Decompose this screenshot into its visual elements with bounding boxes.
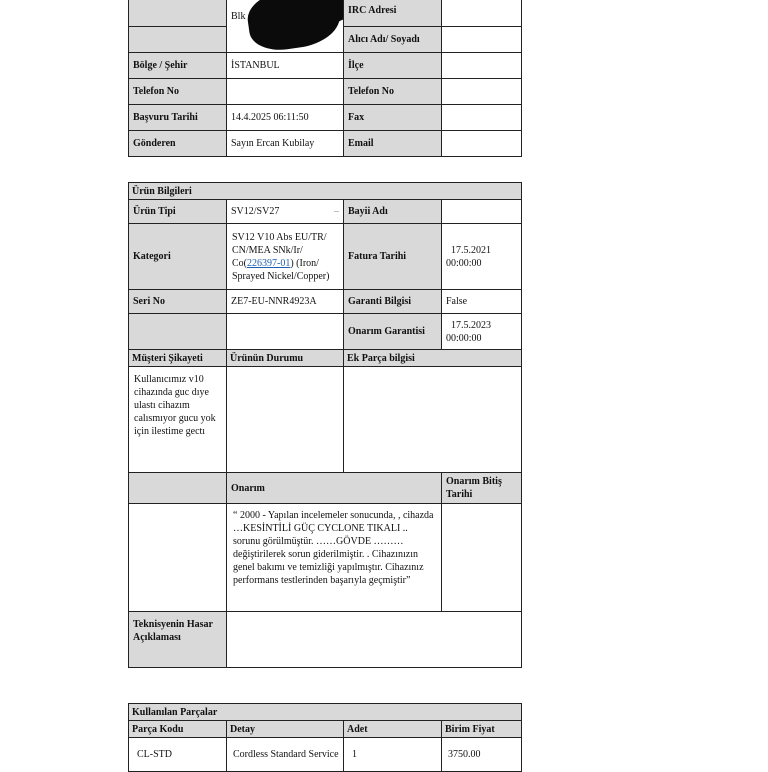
- bayii-label: Bayii Adı: [344, 200, 442, 224]
- telefon2-value: [442, 79, 522, 105]
- bolge-value: İSTANBUL: [227, 53, 344, 79]
- seri-value: ZE7-EU-NNR4923A: [227, 290, 344, 314]
- basvuru-label: Başvuru Tarihi: [129, 105, 227, 131]
- contact-blank-label-2: [129, 27, 227, 53]
- gonderen-value: Sayın Ercan Kubilay: [227, 131, 344, 157]
- detay-header: Detay: [227, 721, 344, 738]
- fax-value: [442, 105, 522, 131]
- email-label: Email: [344, 131, 442, 157]
- musteri-sikayet-text: Kullanıcımız v10 cihazında guc dıye ulastı cihazım calısmıyor gucu yok için ilestime gectı: [129, 367, 227, 473]
- fatura-date: 17.5.2021: [451, 244, 491, 256]
- kategori-value: [227, 224, 344, 290]
- ilce-label: İlçe: [344, 53, 442, 79]
- kategori-label: Kategori: [129, 224, 227, 290]
- onarim-label: Onarım: [227, 473, 442, 504]
- gonderen-label: Gönderen: [129, 131, 227, 157]
- onarim-garanti-value: [442, 314, 522, 350]
- ilce-value: [442, 53, 522, 79]
- garanti-value: False: [442, 290, 522, 314]
- detay-cell: Cordless Standard Service: [227, 738, 344, 772]
- basvuru-value: 14.4.2025 06:11:50: [227, 105, 344, 131]
- ek-parca-value: [344, 367, 522, 473]
- alici-label: Alıcı Adı/ Soyadı: [344, 27, 442, 53]
- telefon-value: [227, 79, 344, 105]
- onarim-blank-label: [129, 473, 227, 504]
- urun-durumu-label: Ürünün Durumu: [227, 350, 344, 367]
- product-info-title: Ürün Bilgileri: [129, 183, 522, 200]
- parts-title: Kullanılan Parçalar: [129, 704, 522, 721]
- alici-value: [442, 27, 522, 53]
- irc-value: [442, 0, 522, 27]
- garanti-label: Garanti Bilgisi: [344, 290, 442, 314]
- birim-fiyat-header: Birim Fiyat: [442, 721, 522, 738]
- bayii-value: [442, 200, 522, 224]
- sender-partial: Blk: [231, 11, 246, 22]
- onarim-bitis-value: [442, 504, 522, 612]
- telefon2-label: Telefon No: [344, 79, 442, 105]
- telefon-label: Telefon No: [129, 79, 227, 105]
- fax-label: Fax: [344, 105, 442, 131]
- parts-table: [128, 703, 522, 772]
- empty-value-cell: [227, 314, 344, 350]
- onarim-text: “ 2000 - Yapılan incelemeler sonucunda, , cihazda …KESİNTİLİ GÜÇ CYCLONE TIKALI .. sorunu görülmüştür. ……GÖVDE ……… değiştirilerek sorun giderilmiştir. . Cihazınızın genel bakımı ve temizliği yapılmıştır. Cihazınız performans testlerinden başarıyla geçmiştir”: [227, 504, 442, 612]
- bolge-label: Bölge / Şehir: [129, 53, 227, 79]
- kategori-line2: CN/MEA SNk/Ir/: [232, 244, 303, 256]
- ek-parca-label: Ek Parça bilgisi: [344, 350, 522, 367]
- onarim-garanti-date: 17.5.2023: [451, 319, 491, 331]
- kategori-line1: SV12 V10 Abs EU/TR/: [232, 231, 327, 243]
- sender-address-cell: [227, 0, 344, 53]
- onarim-garanti-label: Onarım Garantisi: [344, 314, 442, 350]
- hasar-label: Teknisyenin Hasar Açıklaması: [129, 612, 227, 668]
- empty-label-cell: [129, 314, 227, 350]
- kategori-line4: Sprayed Nickel/Copper): [232, 270, 330, 282]
- kategori-line3: [232, 257, 339, 270]
- contact-table: [128, 0, 522, 157]
- kategori-pre: Co(: [232, 257, 247, 269]
- fatura-value: [442, 224, 522, 290]
- urun-durumu-value: [227, 367, 344, 473]
- fatura-time: 00:00:00: [446, 257, 482, 269]
- dash-mark: –: [334, 206, 339, 217]
- urun-tipi-label: Ürün Tipi: [129, 200, 227, 224]
- urun-tipi-value: [227, 200, 344, 224]
- parca-kodu-header: Parça Kodu: [129, 721, 227, 738]
- parca-kodu-cell: CL-STD: [129, 738, 227, 772]
- urun-tipi-text: SV12/SV27: [231, 206, 280, 217]
- musteri-sikayet-label: Müşteri Şikayeti: [129, 350, 227, 367]
- irc-label: IRC Adresi: [344, 0, 442, 27]
- kategori-post: ) (Iron/: [290, 257, 319, 269]
- product-info-table: [128, 182, 522, 668]
- seri-label: Seri No: [129, 290, 227, 314]
- kategori-part-link[interactable]: 226397-01: [247, 257, 291, 269]
- email-value: [442, 131, 522, 157]
- table-row: [129, 738, 522, 772]
- birim-fiyat-cell: 3750.00: [442, 738, 522, 772]
- onarim-blank-value: [129, 504, 227, 612]
- hasar-value: [227, 612, 522, 668]
- onarim-garanti-time: 00:00:00: [446, 332, 482, 344]
- adet-header: Adet: [344, 721, 442, 738]
- contact-blank-label: [129, 0, 227, 27]
- onarim-bitis-label: Onarım Bitiş Tarihi: [442, 473, 522, 504]
- fatura-label: Fatura Tarihi: [344, 224, 442, 290]
- adet-cell: 1: [344, 738, 442, 772]
